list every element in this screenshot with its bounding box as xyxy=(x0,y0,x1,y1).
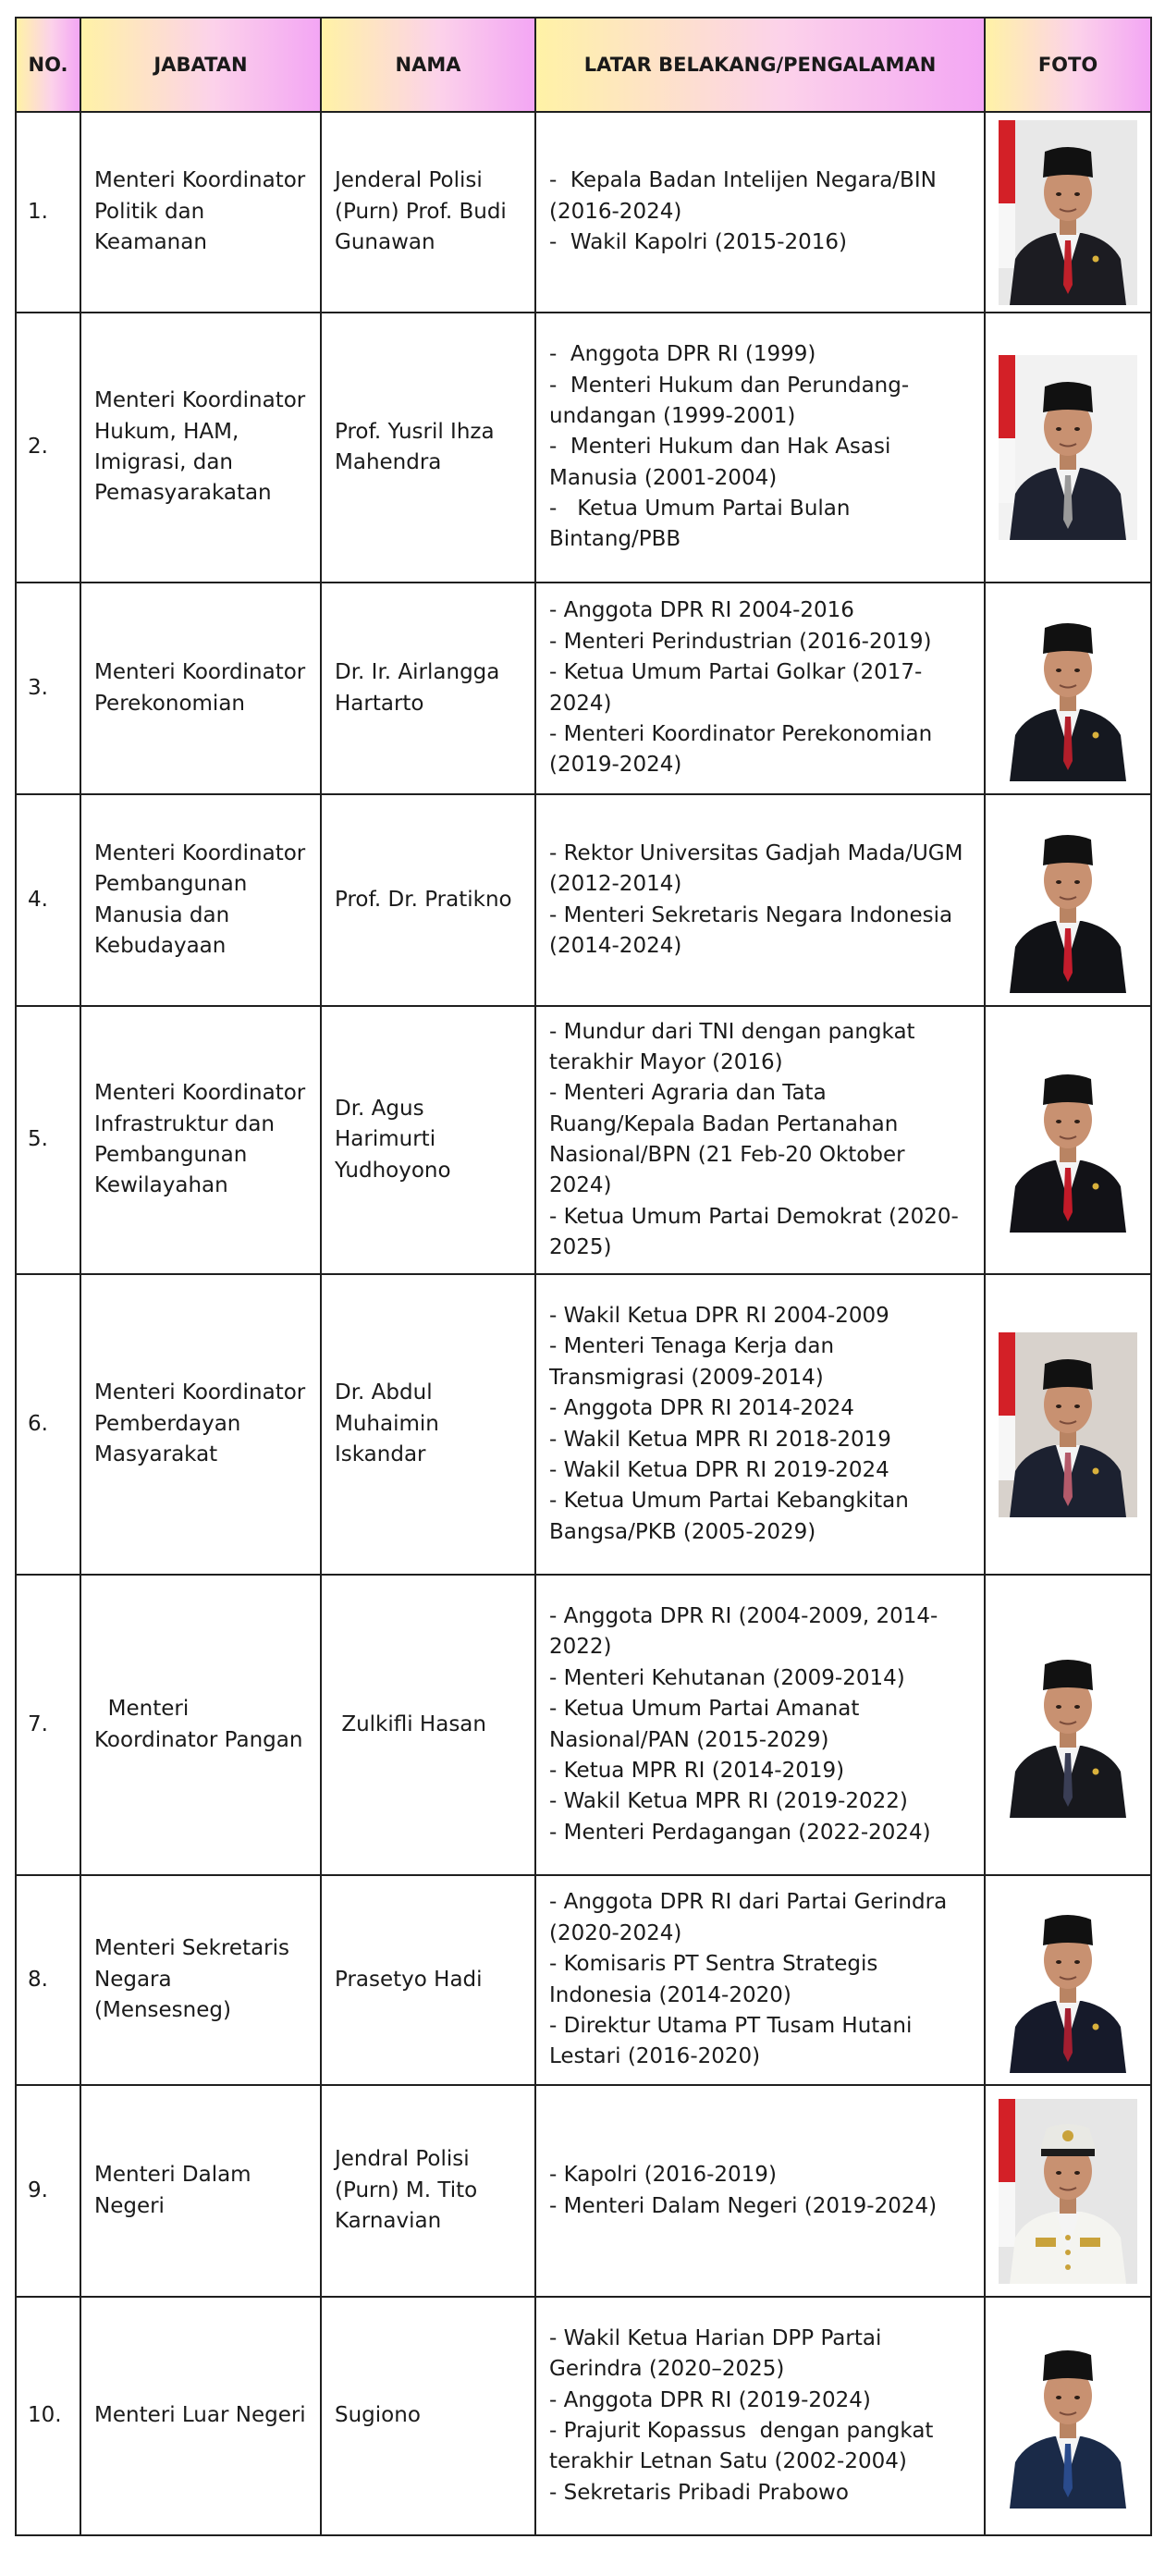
nama-cell: Dr. Agus Harimurti Yudhoyono xyxy=(321,1006,535,1274)
latar-cell xyxy=(535,1274,985,1575)
table-row xyxy=(16,2085,1151,2297)
experience-item: - Ketua Umum Partai Amanat Nasional/PAN (2015-2029) xyxy=(549,1697,866,1752)
header-foto: FOTO xyxy=(985,18,1151,112)
experience-item: - Wakil Ketua DPR RI 2004-2009 xyxy=(549,1304,889,1329)
row-number: 5. xyxy=(16,1006,80,1274)
row-number: 8. xyxy=(16,1875,80,2085)
experience-item: - Menteri Tenaga Kerja dan Transmigrasi (2009-2014) xyxy=(549,1334,841,1390)
row-number: 3. xyxy=(16,583,80,794)
latar-cell xyxy=(535,794,985,1006)
experience-list xyxy=(549,2324,971,2509)
jabatan-cell: Menteri Koordinator Perekonomian xyxy=(80,583,321,794)
foto-cell xyxy=(985,313,1151,583)
experience-item: - Menteri Sekretaris Negara Indonesia (2014-2024) xyxy=(549,902,960,958)
latar-cell xyxy=(535,2085,985,2297)
jabatan-cell: Menteri Koordinator Pembangunan Manusia dan Kebudayaan xyxy=(80,794,321,1006)
experience-item: - Direktur Utama PT Tusam Hutani Lestari (2016-2020) xyxy=(549,2013,919,2069)
experience-item: - Rektor Universitas Gadjah Mada/UGM (2012-2014) xyxy=(549,840,970,897)
nama-cell: Jenderal Polisi (Purn) Prof. Budi Gunawan xyxy=(321,112,535,313)
nama-cell: Dr. Abdul Muhaimin Iskandar xyxy=(321,1274,535,1575)
table-row xyxy=(16,2297,1151,2535)
table-row xyxy=(16,112,1151,313)
experience-item: - Ketua Umum Partai Bulan Bintang/PBB xyxy=(549,497,857,552)
jabatan-cell: Menteri Koordinator Pemberdayan Masyarakat xyxy=(80,1274,321,1575)
latar-cell xyxy=(535,583,985,794)
experience-item: - Mundur dari TNI dengan pangkat terakhir Mayor (2016) xyxy=(549,1019,922,1074)
foto-cell xyxy=(985,112,1151,313)
minister-portrait xyxy=(999,2324,1137,2509)
row-number: 10. xyxy=(16,2297,80,2535)
header-no: NO. xyxy=(16,18,80,112)
jabatan-cell: Menteri Koordinator Infrastruktur dan Pembangunan Kewilayahan xyxy=(80,1006,321,1274)
table-row xyxy=(16,1274,1151,1575)
minister-portrait xyxy=(999,596,1137,781)
minister-portrait xyxy=(999,1332,1137,1517)
header-jabatan: JABATAN xyxy=(80,18,321,112)
latar-cell xyxy=(535,2297,985,2535)
experience-item: - Menteri Kehutanan (2009-2014) xyxy=(549,1665,905,1690)
experience-list xyxy=(549,339,971,555)
minister-portrait xyxy=(999,2099,1137,2284)
cabinet-table xyxy=(15,17,1152,2536)
experience-item: - Menteri Dalam Negeri (2019-2024) xyxy=(549,2193,938,2218)
experience-list xyxy=(549,1017,971,1264)
row-number: 2. xyxy=(16,313,80,583)
minister-portrait xyxy=(999,120,1137,305)
foto-cell xyxy=(985,1274,1151,1575)
jabatan-cell: Menteri Koordinator Hukum, HAM, Imigrasi, dan Pemasyarakatan xyxy=(80,313,321,583)
experience-item: - Sekretaris Pribadi Prabowo xyxy=(549,2480,849,2505)
experience-item: - Wakil Ketua DPR RI 2019-2024 xyxy=(549,1457,889,1482)
experience-item: - Wakil Ketua Harian DPP Partai Gerindra (2020–2025) xyxy=(549,2325,889,2382)
experience-item: - Menteri Agraria dan Tata Ruang/Kepala Badan Pertanahan Nasional/BPN (21 Feb-20 Oktober 2024) xyxy=(549,1081,912,1198)
latar-cell xyxy=(535,1575,985,1875)
experience-item: - Anggota DPR RI 2004-2016 xyxy=(549,598,854,623)
jabatan-cell: Menteri Koordinator Politik dan Keamanan xyxy=(80,112,321,313)
experience-item: - Prajurit Kopassus dengan pangkat terakhir Letnan Satu (2002-2004) xyxy=(549,2419,940,2474)
experience-item: - Anggota DPR RI (1999) xyxy=(549,342,816,367)
nama-cell: Zulkifli Hasan xyxy=(321,1575,535,1875)
minister-portrait xyxy=(999,1633,1137,1818)
foto-cell xyxy=(985,2297,1151,2535)
experience-item: - Menteri Hukum dan Perundang-undangan (1999-2001) xyxy=(549,373,910,428)
foto-cell xyxy=(985,1006,1151,1274)
latar-cell xyxy=(535,313,985,583)
experience-item: - Ketua Umum Partai Kebangkitan Bangsa/PKB (2005-2029) xyxy=(549,1489,916,1544)
experience-list xyxy=(549,1301,971,1548)
experience-item: - Menteri Perdagangan (2022-2024) xyxy=(549,1820,931,1845)
jabatan-cell: Menteri Sekretaris Negara (Mensesneg) xyxy=(80,1875,321,2085)
nama-cell: Prof. Yusril Ihza Mahendra xyxy=(321,313,535,583)
foto-cell xyxy=(985,794,1151,1006)
jabatan-cell: Menteri Luar Negeri xyxy=(80,2297,321,2535)
minister-portrait xyxy=(999,1048,1137,1233)
experience-list xyxy=(549,1887,971,2072)
minister-portrait xyxy=(999,355,1137,540)
foto-cell xyxy=(985,1575,1151,1875)
table-row xyxy=(16,1575,1151,1875)
jabatan-cell: Menteri Dalam Negeri xyxy=(80,2085,321,2297)
nama-cell: Sugiono xyxy=(321,2297,535,2535)
nama-cell: Dr. Ir. Airlangga Hartarto xyxy=(321,583,535,794)
experience-list xyxy=(549,2160,971,2222)
experience-item: - Ketua Umum Partai Demokrat (2020-2025) xyxy=(549,1204,959,1260)
experience-item: - Ketua MPR RI (2014-2019) xyxy=(549,1758,845,1783)
table-row xyxy=(16,583,1151,794)
latar-cell xyxy=(535,1875,985,2085)
jabatan-cell: Menteri Koordinator Pangan xyxy=(80,1575,321,1875)
experience-item: - Anggota DPR RI (2004-2009, 2014-2022) xyxy=(549,1604,938,1660)
foto-cell xyxy=(985,2085,1151,2297)
experience-item: - Wakil Ketua MPR RI (2019-2022) xyxy=(549,1789,908,1814)
foto-cell xyxy=(985,583,1151,794)
row-number: 4. xyxy=(16,794,80,1006)
row-number: 6. xyxy=(16,1274,80,1575)
experience-list xyxy=(549,1601,971,1848)
experience-item: - Anggota DPR RI (2019-2024) xyxy=(549,2387,871,2412)
experience-item: - Menteri Koordinator Perekonomian (2019-2024) xyxy=(549,721,939,778)
experience-item: - Anggota DPR RI dari Partai Gerindra (2020-2024) xyxy=(549,1890,954,1945)
header-row xyxy=(16,18,1151,112)
table-row xyxy=(16,313,1151,583)
row-number: 7. xyxy=(16,1575,80,1875)
row-number: 9. xyxy=(16,2085,80,2297)
experience-item: - Menteri Perindustrian (2016-2019) xyxy=(549,629,932,654)
experience-item: - Komisaris PT Sentra Strategis Indonesia (2014-2020) xyxy=(549,1952,885,2007)
latar-cell xyxy=(535,1006,985,1274)
nama-cell: Prof. Dr. Pratikno xyxy=(321,794,535,1006)
experience-list xyxy=(549,595,971,780)
table-row xyxy=(16,794,1151,1006)
nama-cell: Prasetyo Hadi xyxy=(321,1875,535,2085)
latar-cell xyxy=(535,112,985,313)
row-number: 1. xyxy=(16,112,80,313)
experience-list xyxy=(549,839,971,962)
header-nama: NAMA xyxy=(321,18,535,112)
minister-portrait xyxy=(999,1888,1137,2073)
experience-item: - Wakil Ketua MPR RI 2018-2019 xyxy=(549,1427,891,1452)
experience-item: - Kepala Badan Intelijen Negara/BIN (2016-2024) xyxy=(549,168,944,224)
experience-item: - Ketua Umum Partai Golkar (2017-2024) xyxy=(549,660,923,716)
table-row xyxy=(16,1875,1151,2085)
foto-cell xyxy=(985,1875,1151,2085)
experience-item: - Anggota DPR RI 2014-2024 xyxy=(549,1396,854,1421)
experience-item: - Kapolri (2016-2019) xyxy=(549,2163,777,2188)
header-latar: LATAR BELAKANG/PENGALAMAN xyxy=(535,18,985,112)
experience-list xyxy=(549,166,971,258)
experience-item: - Menteri Hukum dan Hak Asasi Manusia (2001-2004) xyxy=(549,435,898,490)
table-row xyxy=(16,1006,1151,1274)
minister-portrait xyxy=(999,808,1137,993)
nama-cell: Jendral Polisi (Purn) M. Tito Karnavian xyxy=(321,2085,535,2297)
experience-item: - Wakil Kapolri (2015-2016) xyxy=(549,230,847,255)
